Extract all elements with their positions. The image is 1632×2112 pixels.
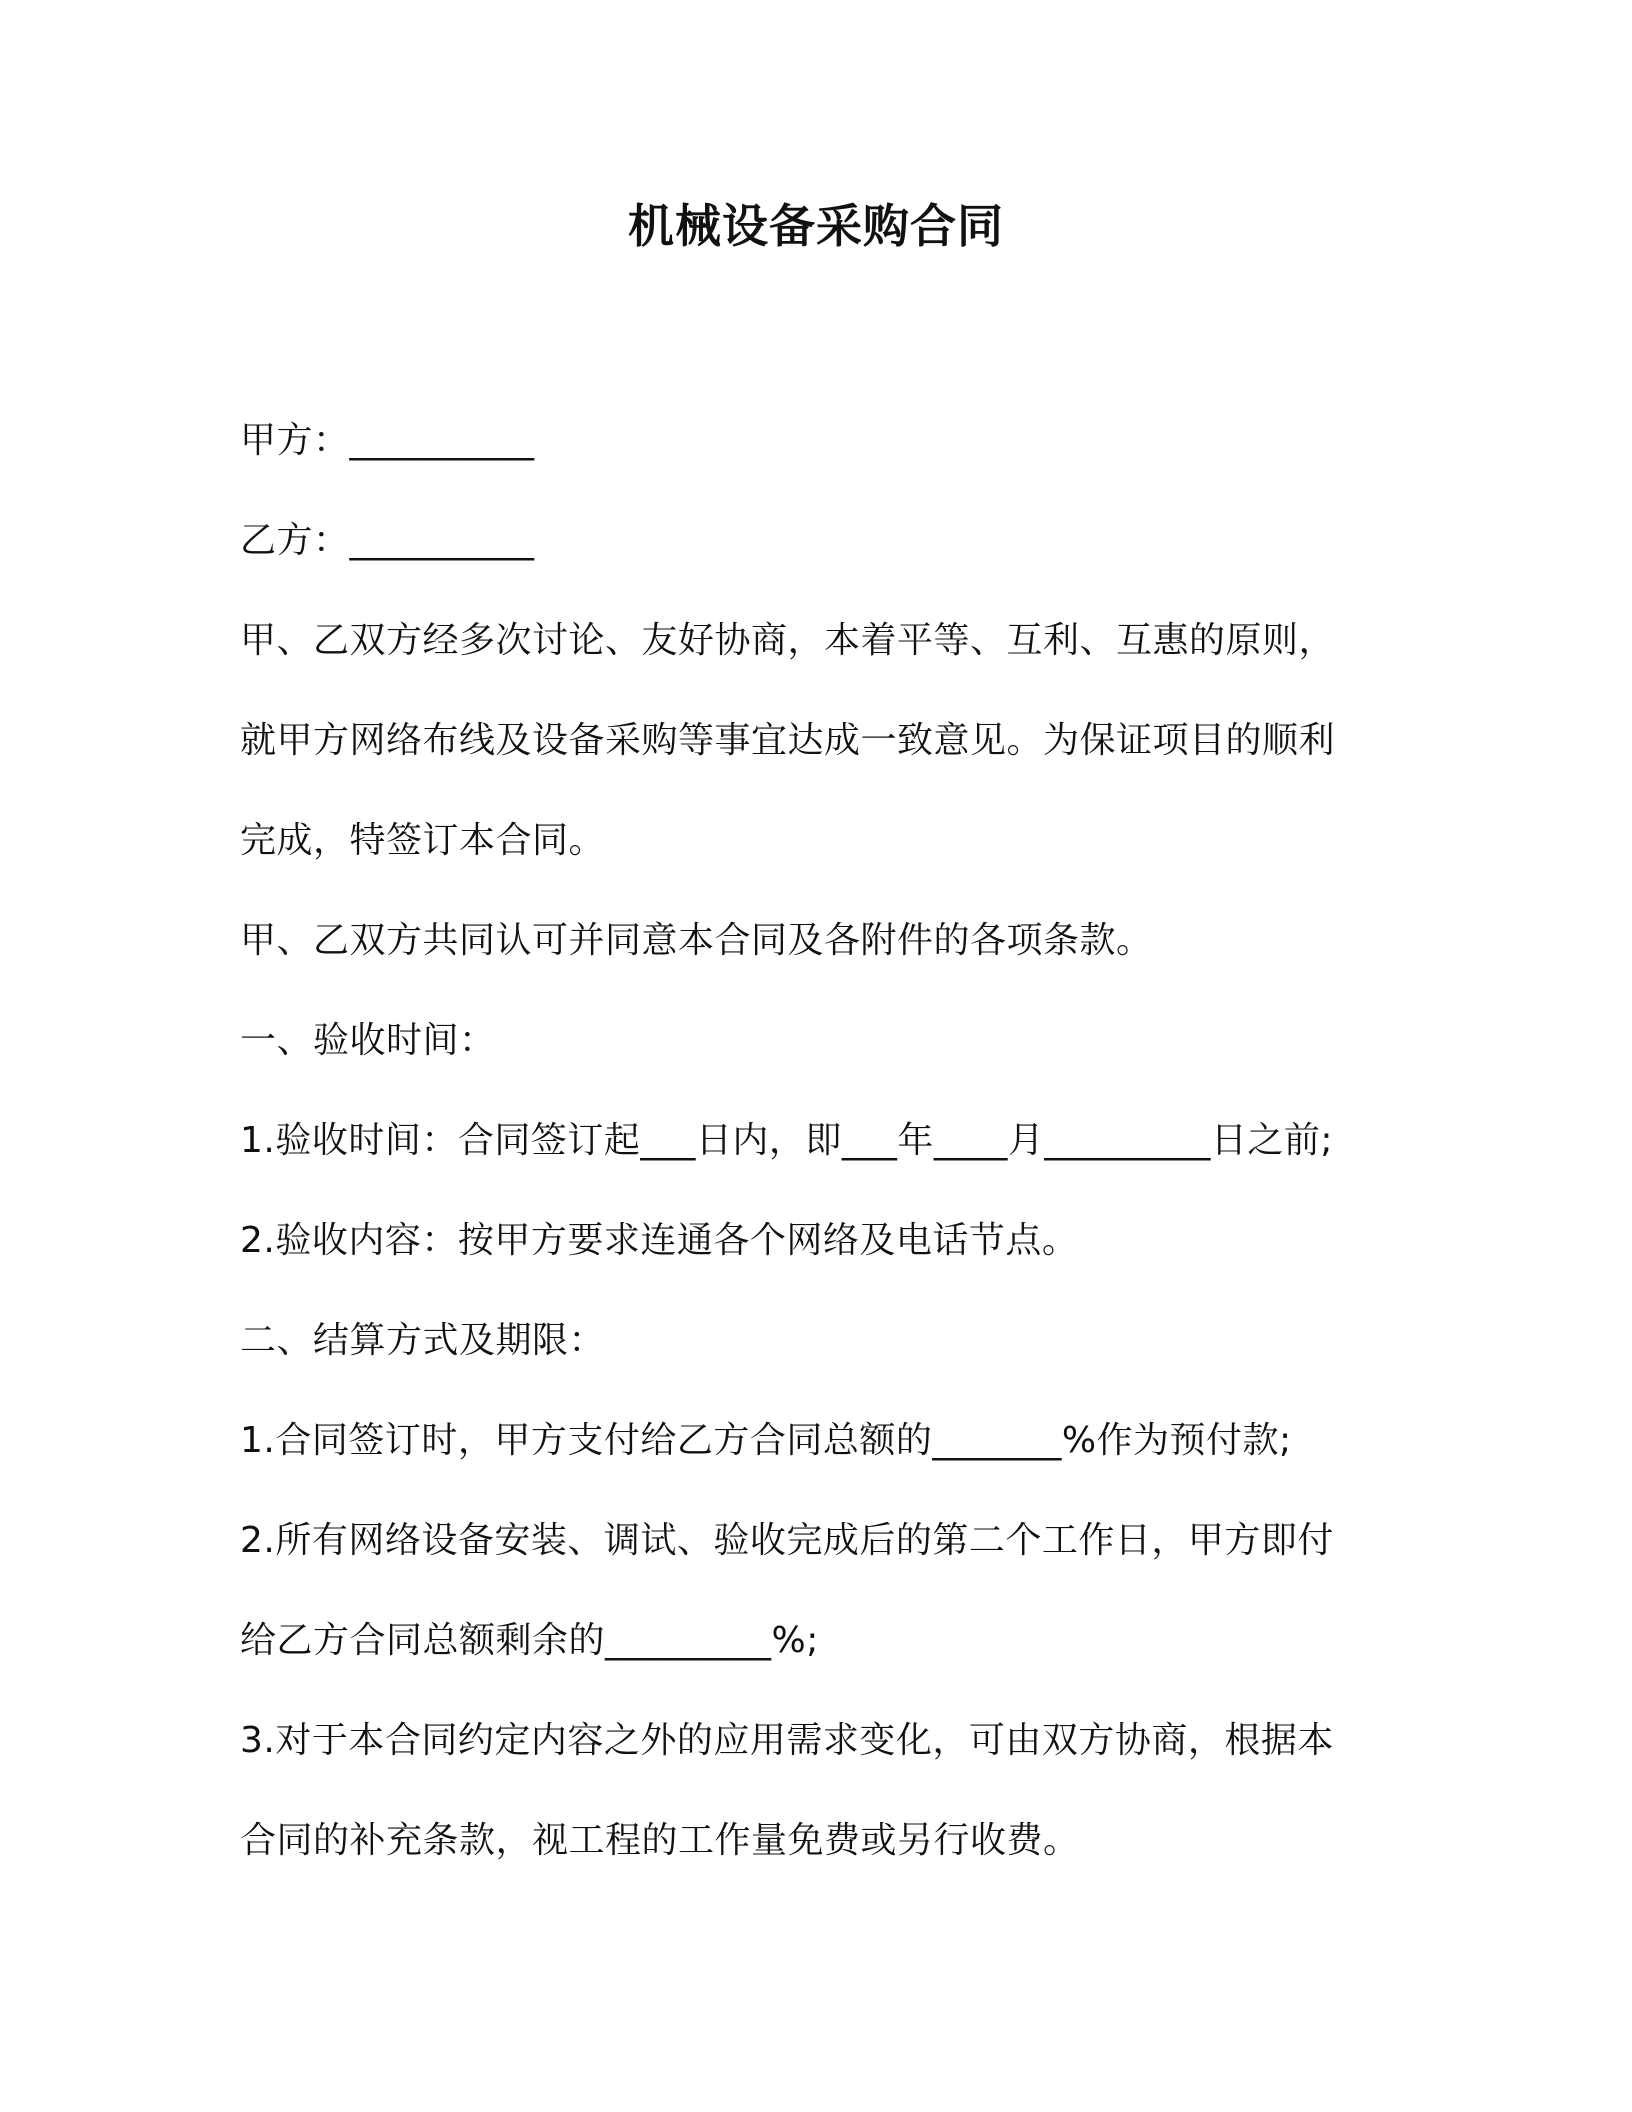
intro-paragraph-line-3: 完成，特签订本合同。 — [240, 820, 606, 861]
section-1-heading: 一、验收时间： — [240, 1020, 496, 1061]
party-b-line: 乙方：__________ — [240, 520, 535, 561]
document-title: 机械设备采购合同 — [628, 199, 1004, 253]
section-1-item-2: 2.验收内容：按甲方要求连通各个网络及电话节点。 — [240, 1220, 1079, 1261]
intro-paragraph-line-1: 甲、乙双方经多次讨论、友好协商，本着平等、互利、互惠的原则， — [240, 620, 1336, 661]
section-1-item-1: 1.验收时间：合同签订起___日内，即___年____月_________日之前; — [240, 1120, 1333, 1161]
section-2-item-1: 1.合同签订时，甲方支付给乙方合同总额的_______%作为预付款; — [240, 1420, 1292, 1461]
section-2-item-3-line-1: 3.对于本合同约定内容之外的应用需求变化，可由双方协商，根据本 — [240, 1720, 1334, 1761]
section-2-item-2-line-1: 2.所有网络设备安装、调试、验收完成后的第二个工作日，甲方即付 — [240, 1520, 1334, 1561]
section-2-item-3-line-2: 合同的补充条款，视工程的工作量免费或另行收费。 — [240, 1820, 1080, 1861]
party-a-line: 甲方：__________ — [240, 420, 535, 461]
section-2-item-2-line-2: 给乙方合同总额剩余的_________%; — [240, 1620, 819, 1661]
section-2-heading: 二、结算方式及期限： — [240, 1320, 606, 1361]
agreement-paragraph: 甲、乙双方共同认可并同意本合同及各附件的各项条款。 — [240, 920, 1153, 961]
intro-paragraph-line-2: 就甲方网络布线及设备采购等事宜达成一致意见。为保证项目的顺利 — [240, 720, 1336, 761]
